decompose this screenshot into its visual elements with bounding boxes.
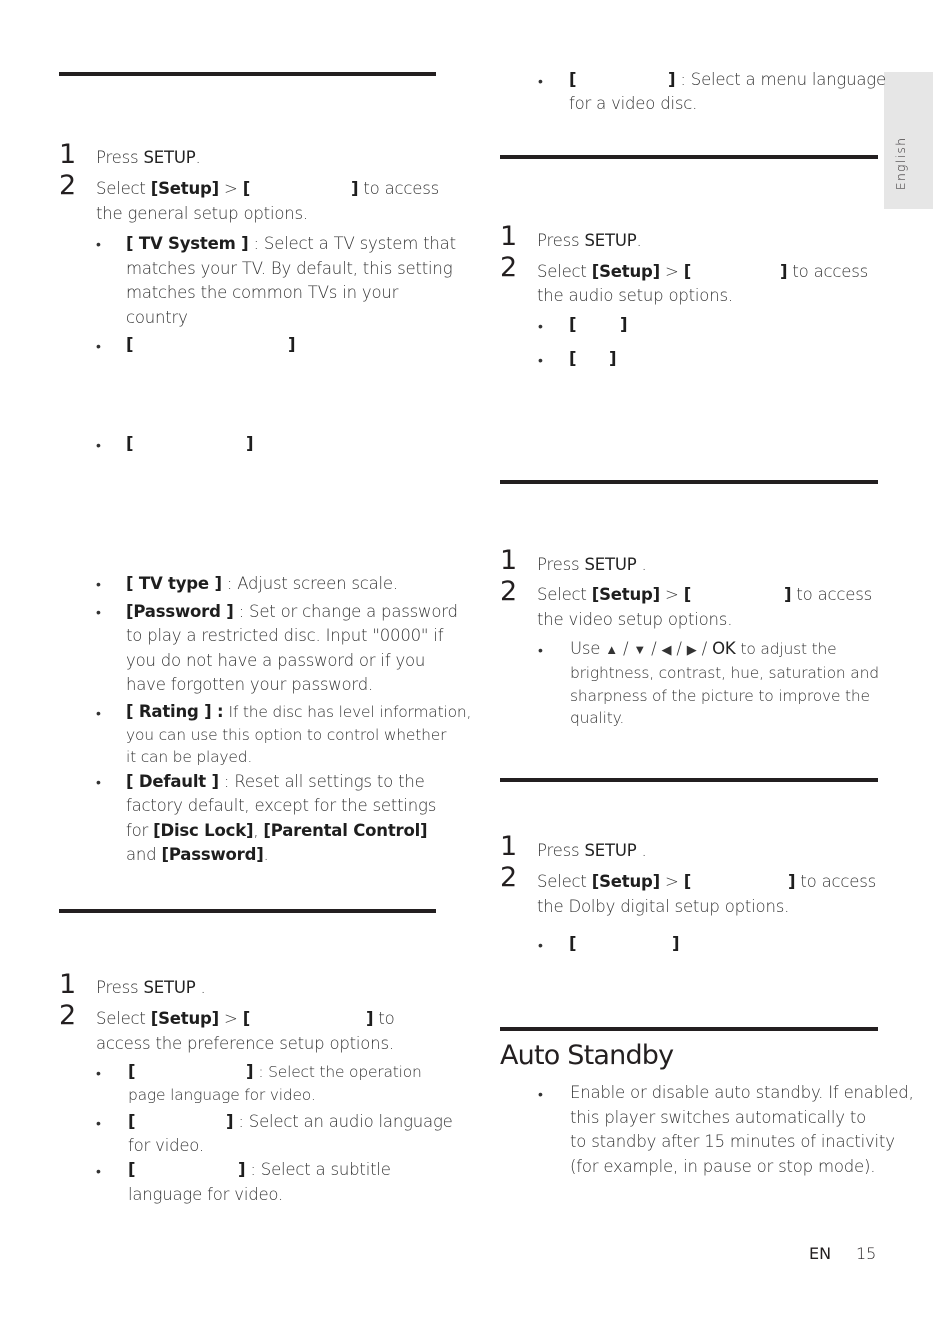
option-text: matches your TV. By default, this setting: [126, 259, 453, 278]
step-text: Select [Setup] > [: [537, 585, 692, 604]
option-default: [ Default ] : Reset all settings to the: [126, 772, 425, 791]
step-text: Press SETUP.: [537, 231, 642, 250]
option-text: it can be played.: [126, 748, 253, 766]
bullet: •: [96, 1066, 101, 1082]
page-number: 15: [856, 1244, 877, 1263]
step-text: the audio setup options.: [537, 286, 733, 305]
option-bracket: ]: [672, 934, 680, 953]
bullet: •: [538, 1087, 543, 1103]
option-text: ] : Select an audio language: [226, 1112, 453, 1131]
option-password: [Password ] : Set or change a password: [126, 602, 458, 621]
step-number: 2: [500, 576, 518, 607]
step-text: Select [Setup] > [: [96, 1009, 251, 1028]
section-rule-auto-standby: [500, 1027, 878, 1031]
option-bracket: ]: [620, 315, 628, 334]
option-text: have forgotten your password.: [126, 675, 374, 694]
bullet: •: [96, 775, 101, 791]
option-text: you can use this option to control whether: [126, 726, 447, 744]
option-bracket: [: [569, 70, 577, 89]
option-text: ] : Select a menu language: [668, 70, 886, 89]
option-text: for [Disc Lock], [Parental Control]: [126, 821, 428, 840]
section-title-auto-standby: Auto Standby: [500, 1040, 674, 1071]
option-text: Enable or disable auto standby. If enabled,: [570, 1083, 914, 1102]
option-bracket: ]: [288, 335, 296, 354]
bullet: •: [96, 339, 101, 355]
step-number: 1: [500, 831, 518, 862]
step-text: Select [Setup] > [: [537, 872, 692, 891]
option-tv-type: [ TV type ] : Adjust screen scale.: [126, 574, 398, 593]
option-text: quality.: [570, 709, 625, 727]
option-text: this player switches automatically to: [570, 1108, 867, 1127]
bullet: •: [538, 643, 543, 659]
option-text: language for video.: [128, 1185, 284, 1204]
bullet: •: [538, 319, 543, 335]
step-text: ] to access: [784, 585, 872, 604]
step-text: Select [Setup] > [: [96, 179, 251, 198]
option-bracket: ]: [609, 349, 617, 368]
step-text: Select [Setup] > [: [537, 262, 692, 281]
step-text: ] to access: [780, 262, 868, 281]
option-text: to play a restricted disc. Input "0000" if: [126, 626, 444, 645]
step-number: 2: [59, 1000, 77, 1031]
option-text: brightness, contrast, hue, saturation and: [570, 664, 879, 682]
bullet: •: [96, 237, 101, 253]
bullet: •: [96, 577, 101, 593]
option-text: to standby after 15 minutes of inactivity: [570, 1132, 895, 1151]
step-number: 1: [500, 545, 518, 576]
option-text: sharpness of the picture to improve the: [570, 687, 870, 705]
option-bracket: [: [128, 1160, 136, 1179]
option-text: ] : Select the operation: [246, 1062, 422, 1081]
bullet: •: [96, 605, 101, 621]
bullet: •: [96, 438, 101, 454]
option-text: page language for video.: [128, 1086, 316, 1104]
section-rule-video: [500, 480, 878, 484]
option-bracket: ]: [246, 434, 254, 453]
step-text: the general setup options.: [96, 204, 308, 223]
option-text: for video.: [128, 1136, 204, 1155]
language-side-tab: [884, 72, 933, 209]
option-bracket: [: [569, 934, 577, 953]
bullet: •: [538, 74, 543, 90]
section-rule-preference: [59, 909, 436, 913]
bullet: •: [96, 1116, 101, 1132]
step-number: 1: [500, 221, 518, 252]
option-bracket: [: [569, 349, 577, 368]
step-number: 2: [500, 862, 518, 893]
option-text: Use ▲ / ▼ / ◀ / ▶ / OK to adjust the: [570, 639, 837, 658]
option-text: and [Password].: [126, 845, 269, 864]
section-rule-audio: [500, 155, 878, 159]
step-text: ] to access: [788, 872, 876, 891]
step-text: access the preference setup options.: [96, 1034, 394, 1053]
step-text: Press SETUP .: [537, 555, 647, 574]
bullet: •: [96, 1164, 101, 1180]
option-rating: [ Rating ] : If the disc has level information,: [126, 702, 472, 721]
step-text: Press SETUP .: [96, 978, 206, 997]
option-text: ] : Select a subtitle: [238, 1160, 391, 1179]
section-rule-dolby: [500, 778, 878, 782]
option-bracket: [: [126, 434, 134, 453]
option-bracket: [: [128, 1112, 136, 1131]
step-text: the video setup options.: [537, 610, 733, 629]
step-text: Press SETUP.: [96, 148, 201, 167]
option-text: matches the common TVs in your: [126, 283, 399, 302]
step-text: Press SETUP .: [537, 841, 647, 860]
step-number: 1: [59, 139, 77, 170]
step-number: 1: [59, 969, 77, 1000]
option-text: for a video disc.: [569, 94, 698, 113]
bullet: •: [96, 706, 101, 722]
step-text: ] to: [366, 1009, 395, 1028]
option-bracket: [: [126, 335, 134, 354]
option-text: (for example, in pause or stop mode).: [570, 1157, 876, 1176]
section-rule-general: [59, 72, 436, 76]
step-number: 2: [59, 170, 77, 201]
step-text: the Dolby digital setup options.: [537, 897, 790, 916]
language-tab-label: English: [894, 136, 908, 190]
up-arrow-icon: ▲: [605, 643, 618, 658]
option-text: factory default, except for the settings: [126, 796, 437, 815]
step-number: 2: [500, 252, 518, 283]
bullet: •: [538, 938, 543, 954]
option-text: you do not have a password or if you: [126, 651, 426, 670]
left-arrow-icon: ◀: [661, 643, 672, 658]
down-arrow-icon: ▼: [633, 643, 647, 658]
step-text: ] to access: [351, 179, 439, 198]
bullet: •: [538, 353, 543, 369]
option-bracket: [: [128, 1062, 136, 1081]
right-arrow-icon: ▶: [686, 643, 697, 658]
option-text: country: [126, 308, 188, 327]
footer-language: EN: [809, 1244, 832, 1263]
option-bracket: [: [569, 315, 577, 334]
option-tv-system: [ TV System ] : Select a TV system that: [126, 234, 456, 253]
